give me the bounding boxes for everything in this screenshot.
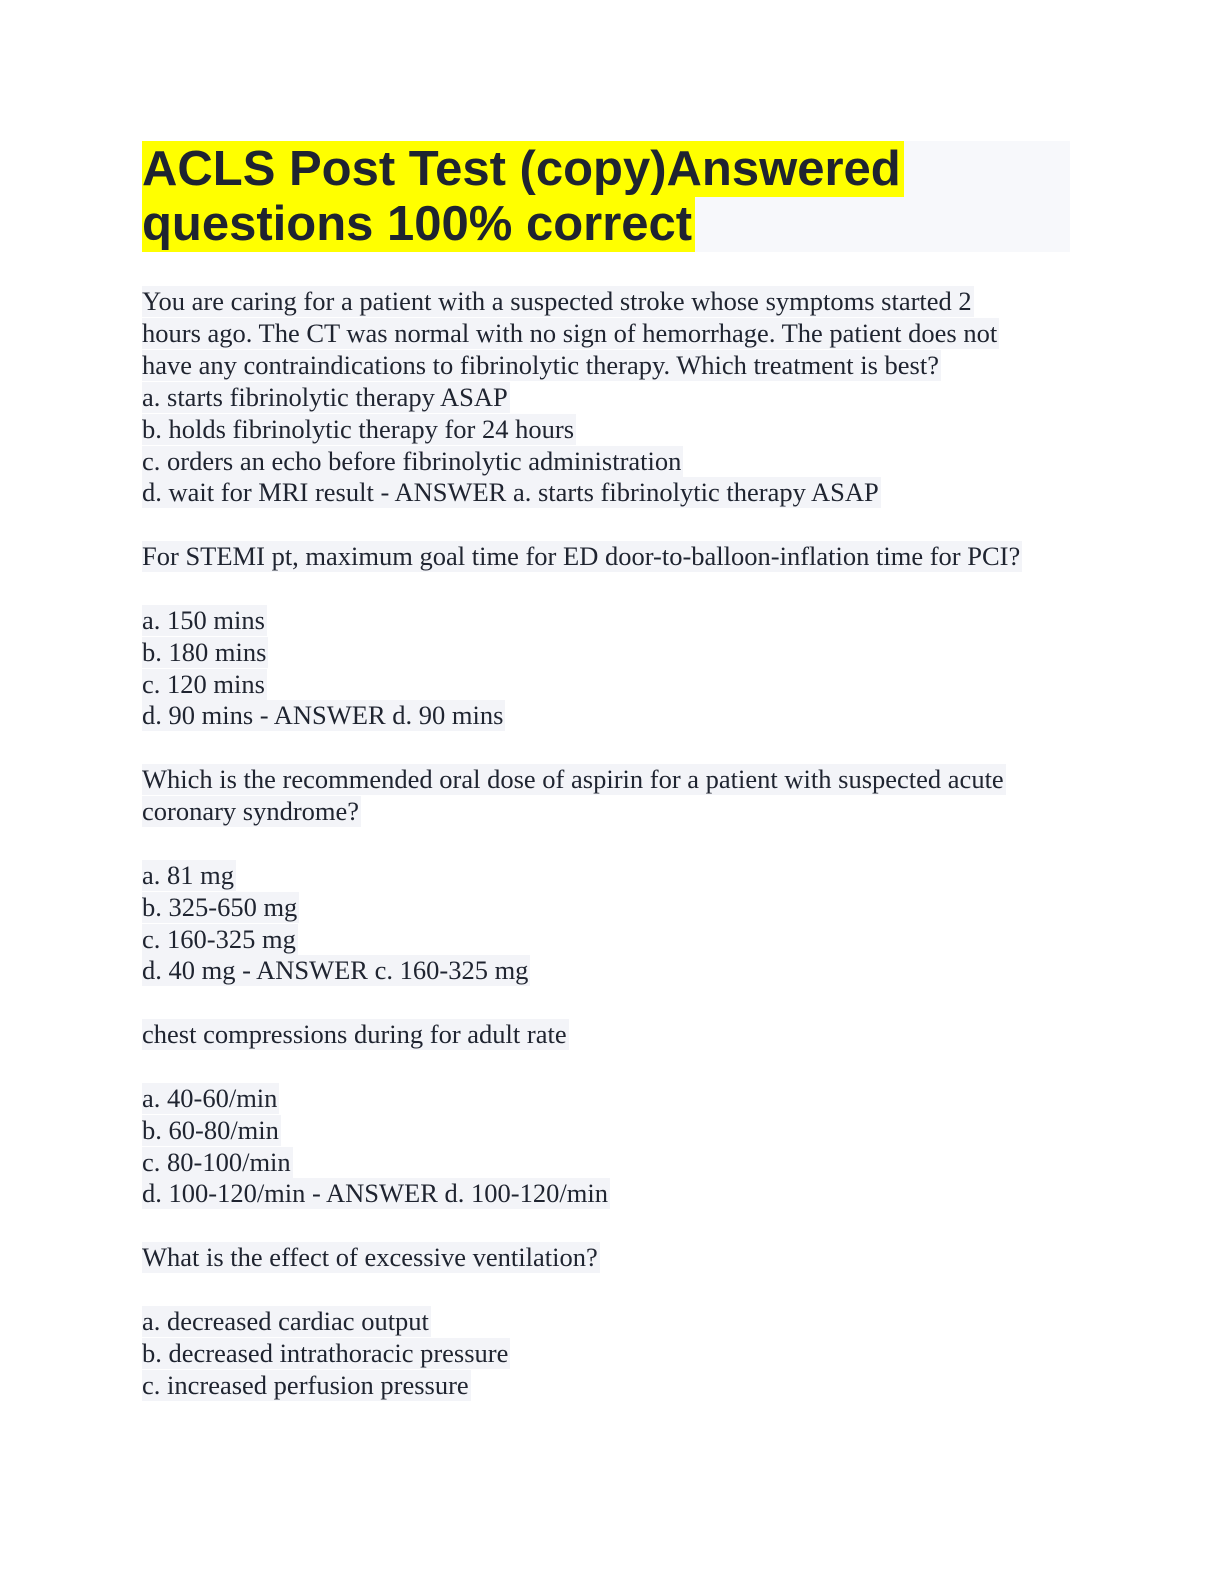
question-text: What is the effect of excessive ventilation? <box>142 1242 598 1272</box>
question-text: You are caring for a patient with a suspected stroke whose symptoms started 2 <box>142 286 972 316</box>
answer-option: b. holds fibrinolytic therapy for 24 hours <box>142 414 575 444</box>
answer-option: d. 90 mins - ANSWER d. 90 mins <box>142 700 504 730</box>
answer-option: c. 160-325 mg <box>142 924 296 954</box>
answer-option: b. 180 mins <box>142 637 267 667</box>
question-text: coronary syndrome? <box>142 796 360 826</box>
answer-option: a. starts fibrinolytic therapy ASAP <box>142 382 508 412</box>
answer-option: d. 100-120/min - ANSWER d. 100-120/min <box>142 1178 608 1208</box>
title-line: ACLS Post Test (copy)Answered <box>142 141 904 197</box>
answer-option: a. 150 mins <box>142 605 265 635</box>
answer-option: b. 60-80/min <box>142 1115 279 1145</box>
answer-option: b. decreased intrathoracic pressure <box>142 1338 509 1368</box>
document-title <box>142 141 1070 252</box>
answer-option: b. 325-650 mg <box>142 892 298 922</box>
answer-option: d. 40 mg - ANSWER c. 160-325 mg <box>142 955 529 985</box>
question-text: hours ago. The CT was normal with no sign of hemorrhage. The patient does not <box>142 318 998 348</box>
answer-option: a. decreased cardiac output <box>142 1306 429 1336</box>
title-line: questions 100% correct <box>142 196 695 252</box>
answer-option: c. 120 mins <box>142 669 265 699</box>
answer-option: a. 81 mg <box>142 860 234 890</box>
answer-option: c. orders an echo before fibrinolytic administration <box>142 446 682 476</box>
answer-option: c. 80-100/min <box>142 1147 291 1177</box>
question-text: have any contraindications to fibrinolytic therapy. Which treatment is best? <box>142 350 939 380</box>
answer-option: c. increased perfusion pressure <box>142 1370 469 1400</box>
question-text: Which is the recommended oral dose of aspirin for a patient with suspected acute <box>142 764 1004 794</box>
answer-option: d. wait for MRI result - ANSWER a. starts fibrinolytic therapy ASAP <box>142 477 879 507</box>
question-text: For STEMI pt, maximum goal time for ED door-to-balloon-inflation time for PCI? <box>142 541 1021 571</box>
question-text: chest compressions during for adult rate <box>142 1019 567 1049</box>
answer-option: a. 40-60/min <box>142 1083 278 1113</box>
